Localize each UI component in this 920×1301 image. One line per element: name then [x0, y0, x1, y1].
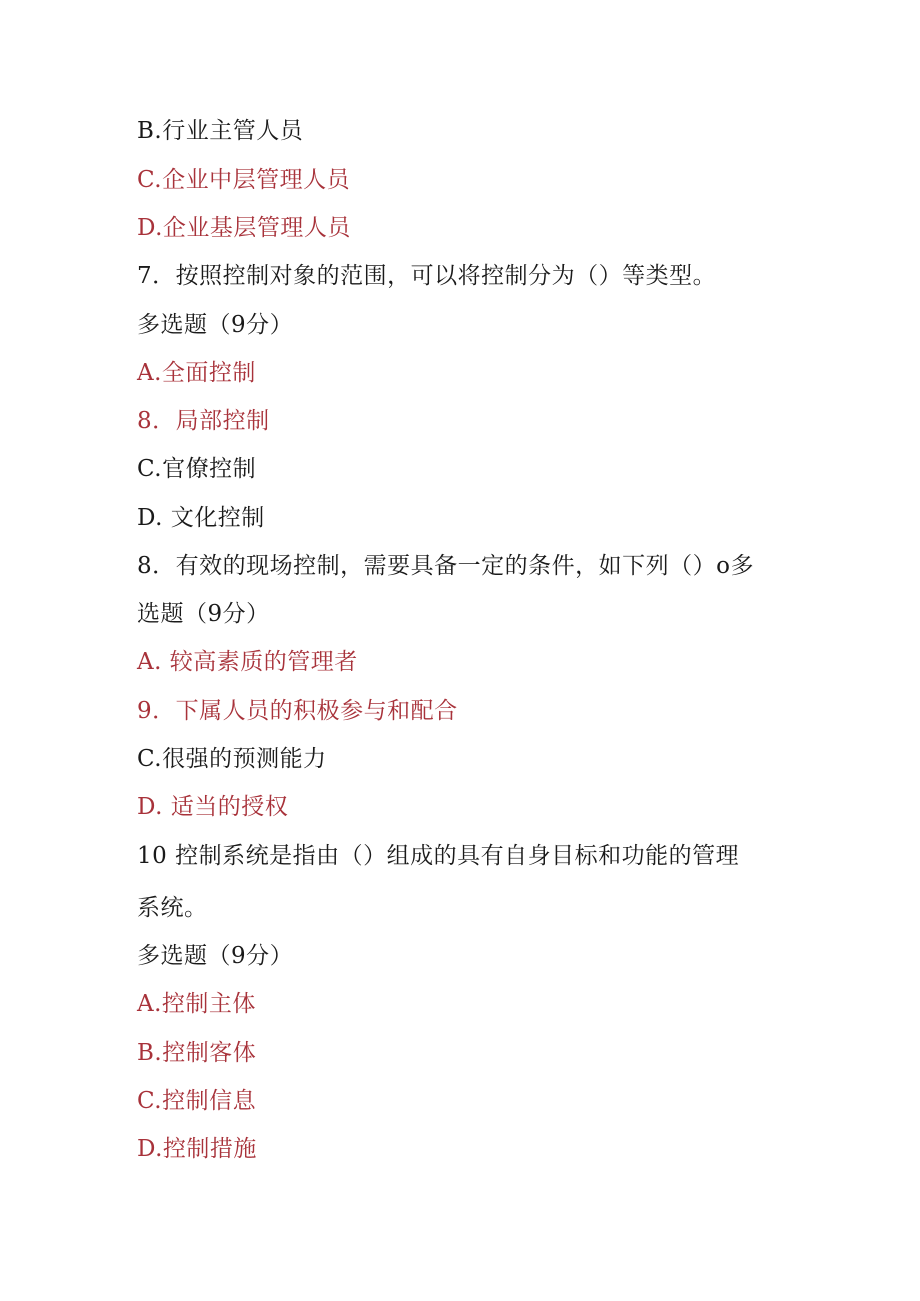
answer-line: C.控制信息: [137, 1088, 257, 1114]
answer-line: A.全面控制: [137, 360, 256, 386]
answer-line: 8．局部控制: [137, 408, 270, 434]
answer-line: D. 适当的授权: [137, 794, 289, 820]
option-line: D. 文化控制: [137, 505, 265, 531]
question-line: 8．有效的现场控制，需要具备一定的条件，如下列（）o多: [137, 553, 754, 579]
answer-line: C.企业中层管理人员: [137, 167, 351, 193]
question-line: 7．按照控制对象的范围，可以将控制分为（）等类型。: [137, 263, 717, 289]
answer-line: A. 较高素质的管理者: [137, 649, 358, 675]
answer-line: D.企业基层管理人员: [137, 215, 351, 241]
question-type-line: 多选题（9分）: [137, 943, 294, 969]
question-line: 系统。: [137, 895, 208, 921]
question-type-line: 多选题（9分）: [137, 312, 294, 338]
answer-line: A.控制主体: [137, 991, 256, 1017]
answer-line: D.控制措施: [137, 1136, 257, 1162]
question-line: 10 控制系统是指由（）组成的具有自身目标和功能的管理: [137, 843, 740, 869]
option-line: C.官僚控制: [137, 456, 257, 482]
option-line: B.行业主管人员: [137, 118, 304, 144]
question-type-line: 选题（9分）: [137, 601, 270, 627]
option-line: C.很强的预测能力: [137, 746, 327, 772]
answer-line: 9．下属人员的积极参与和配合: [137, 698, 458, 724]
answer-line: B.控制客体: [137, 1040, 257, 1066]
